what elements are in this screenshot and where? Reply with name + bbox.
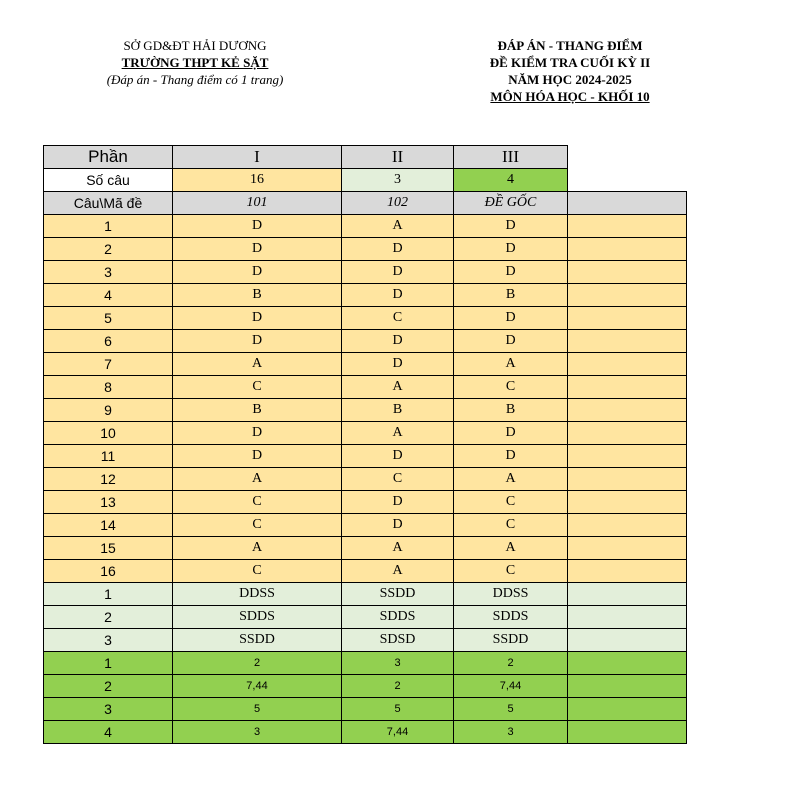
exam-name: ĐỀ KIỂM TRA CUỐI KỲ II [489,55,651,70]
question-number: 1 [44,652,173,675]
question-number: 5 [44,307,173,330]
answer-cell: B [173,284,342,307]
answer-cell: D [173,422,342,445]
empty-cell [568,445,687,468]
answer-row [44,307,687,330]
answer-cell: 7,44 [454,675,568,698]
answer-cell: C [454,514,568,537]
count-row [44,169,687,192]
answer-cell: D [454,330,568,353]
question-number: 10 [44,422,173,445]
answer-table [43,145,687,744]
answer-cell: D [342,238,454,261]
answer-cell: D [173,238,342,261]
answer-cell: A [342,537,454,560]
question-number: 16 [44,560,173,583]
answer-cell: SSDD [342,583,454,606]
answer-cell: SSDD [173,629,342,652]
answer-cell: DDSS [173,583,342,606]
empty-cell [568,629,687,652]
answer-row [44,721,687,744]
answer-cell: D [173,307,342,330]
answer-cell: 5 [342,698,454,721]
empty-cell [568,721,687,744]
answer-cell: A [342,422,454,445]
answer-cell: D [342,330,454,353]
answer-cell: D [454,422,568,445]
empty-cell [568,284,687,307]
answer-cell: 3 [454,721,568,744]
empty-cell [568,606,687,629]
answer-cell: A [454,468,568,491]
answer-cell: D [454,307,568,330]
code-label: Câu\Mã đề [44,192,173,215]
answer-cell: C [454,376,568,399]
question-number: 3 [44,629,173,652]
answer-cell: SDDS [173,606,342,629]
answer-cell: 3 [173,721,342,744]
answer-cell: C [342,307,454,330]
answer-cell: C [454,491,568,514]
answer-row [44,353,687,376]
answer-row [44,422,687,445]
answer-cell: A [454,353,568,376]
question-number: 8 [44,376,173,399]
answer-row [44,399,687,422]
question-number: 11 [44,445,173,468]
answer-row [44,698,687,721]
answer-cell: A [173,537,342,560]
header-right [420,37,720,105]
department-name: SỞ GD&ĐT HẢI DƯƠNG [123,38,267,53]
answer-cell: D [173,261,342,284]
question-number: 6 [44,330,173,353]
answer-cell: SSDD [454,629,568,652]
question-number: 14 [44,514,173,537]
part-row [44,146,687,169]
answer-cell: A [173,353,342,376]
answer-cell: D [342,445,454,468]
school-year: NĂM HỌC 2024-2025 [508,72,632,87]
answer-cell: A [342,560,454,583]
answer-row [44,560,687,583]
question-number: 12 [44,468,173,491]
answer-cell: A [342,215,454,238]
answer-cell: C [173,376,342,399]
empty-cell [568,330,687,353]
answer-row [44,330,687,353]
answer-cell: D [454,215,568,238]
answer-row [44,491,687,514]
answer-row [44,675,687,698]
answer-row [44,445,687,468]
answer-row [44,468,687,491]
count-label: Số câu [44,169,173,192]
answer-row [44,583,687,606]
answer-cell: SDSD [342,629,454,652]
answer-cell: 3 [342,652,454,675]
part-II: II [342,146,454,169]
answer-cell: C [173,491,342,514]
answer-row [44,629,687,652]
question-number: 3 [44,698,173,721]
empty-cell [568,399,687,422]
question-number: 9 [44,399,173,422]
code-original: ĐỀ GỐC [454,192,568,215]
count-part-III: 4 [454,169,568,192]
answer-cell: D [173,330,342,353]
answer-cell: 2 [342,675,454,698]
empty-cell [568,376,687,399]
answer-cell: D [342,491,454,514]
answer-cell: D [454,445,568,468]
empty-cell [568,560,687,583]
answer-cell: B [342,399,454,422]
part-III: III [454,146,568,169]
count-part-II: 3 [342,169,454,192]
empty-cell [568,675,687,698]
question-number: 2 [44,238,173,261]
answer-cell: D [342,284,454,307]
empty-cell [568,583,687,606]
question-number: 7 [44,353,173,376]
answer-cell: A [454,537,568,560]
question-number: 1 [44,215,173,238]
answer-cell: B [173,399,342,422]
answer-cell: D [342,261,454,284]
empty-cell [568,537,687,560]
question-number: 4 [44,284,173,307]
answer-row [44,606,687,629]
answer-row [44,514,687,537]
answer-cell: A [342,376,454,399]
empty-cell [568,491,687,514]
question-number: 1 [44,583,173,606]
answer-row [44,537,687,560]
answer-cell: C [173,560,342,583]
answer-row [44,284,687,307]
answer-cell: B [454,399,568,422]
question-number: 13 [44,491,173,514]
empty-cell [568,514,687,537]
question-number: 15 [44,537,173,560]
school-name: TRƯỜNG THPT KẺ SẶT [121,55,269,70]
answer-cell: B [454,284,568,307]
document-title: ĐÁP ÁN - THANG ĐIỂM [497,38,643,53]
code-102: 102 [342,192,454,215]
empty-cell [568,192,687,215]
page-note: (Đáp án - Thang điểm có 1 trang) [106,72,284,87]
answer-cell: D [173,445,342,468]
answer-cell: D [342,353,454,376]
empty-cell [568,146,687,169]
answer-cell: 5 [454,698,568,721]
answer-cell: D [454,261,568,284]
answer-cell: 7,44 [173,675,342,698]
answer-row [44,376,687,399]
empty-cell [568,307,687,330]
answer-cell: C [173,514,342,537]
answer-cell: SDDS [342,606,454,629]
answer-cell: 7,44 [342,721,454,744]
code-101: 101 [173,192,342,215]
empty-cell [568,353,687,376]
answer-row [44,652,687,675]
question-number: 3 [44,261,173,284]
answer-cell: C [454,560,568,583]
empty-cell [568,261,687,284]
answer-cell: 5 [173,698,342,721]
part-I: I [173,146,342,169]
answer-cell: D [342,514,454,537]
empty-cell [568,698,687,721]
part-label: Phần [44,146,173,169]
empty-cell [568,238,687,261]
empty-cell [568,422,687,445]
question-number: 2 [44,606,173,629]
question-number: 4 [44,721,173,744]
count-part-I: 16 [173,169,342,192]
answer-cell: D [454,238,568,261]
empty-cell [568,652,687,675]
answer-cell: 2 [454,652,568,675]
answer-row [44,261,687,284]
answer-cell: SDDS [454,606,568,629]
header-left [40,37,350,88]
code-row [44,192,687,215]
answer-cell: C [342,468,454,491]
empty-cell [568,169,687,192]
answer-row [44,215,687,238]
question-number: 2 [44,675,173,698]
empty-cell [568,215,687,238]
empty-cell [568,468,687,491]
answer-cell: A [173,468,342,491]
answer-cell: D [173,215,342,238]
subject-name: MÔN HÓA HỌC - KHỐI 10 [490,89,650,104]
answer-row [44,238,687,261]
answer-cell: DDSS [454,583,568,606]
answer-cell: 2 [173,652,342,675]
